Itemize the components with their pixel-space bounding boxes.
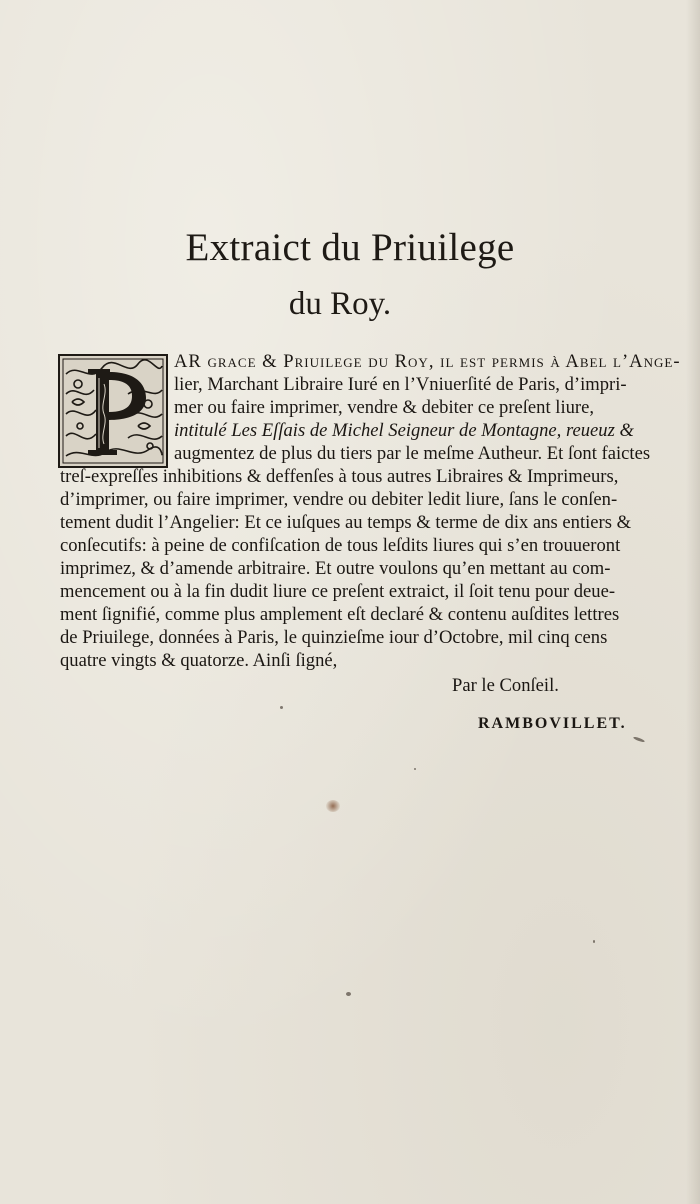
decorated-initial-p — [58, 354, 168, 468]
text-line-5: augmentez de plus du tiers par le meſme Autheur. Et ſont faictes — [174, 443, 651, 464]
paper-speck — [593, 940, 595, 943]
page-subtitle: du Roy. — [288, 286, 392, 322]
text-line-12: ment ſignifié, comme plus amplement eſt declaré & contenu auſdites lettres — [60, 604, 620, 625]
text-line-3: mer ou faire imprimer, vendre & debiter ce preſent liure, — [174, 397, 595, 418]
text-line-11: mencement ou à la fin dudit liure ce preſent extraict, il ſoit tenu pour deue- — [60, 581, 616, 602]
paper-stain — [326, 800, 340, 812]
page-title: Extraict du Priuilege — [185, 226, 515, 269]
text-line-14: quatre vingts & quatorze. Ainſi ſigné, — [60, 650, 338, 671]
paper-speck — [346, 992, 351, 996]
text-line-2: lier, Marchant Libraire Iuré en l’Vniuerſité de Paris, d’impri- — [174, 374, 627, 395]
line-text: AR grace & Priuilege du Roy, il eſt permis à Abel l’Ange- — [174, 351, 681, 372]
text-line-6: treſ-expreſſes inhibitions & deffenſes à tous autres Libraires & Imprimeurs, — [60, 466, 619, 487]
text-line-13: de Priuilege, données à Paris, le quinzieſme iour d’Octobre, mil cinq cens — [60, 627, 608, 648]
paper-speck — [414, 768, 416, 770]
text-line-4: intitulé Les Eſſais de Michel Seigneur de Montagne, reueuz & — [174, 420, 634, 441]
signature-name: RAMBOVILLET. — [478, 715, 627, 732]
text-line-7: d’imprimer, ou faire imprimer, vendre ou debiter ledit liure, ſans le conſen- — [60, 489, 618, 510]
page-edge-shadow — [686, 0, 700, 1204]
text-line-8: tement dudit l’Angelier: Et ce iuſques au temps & terme de dix ans entiers & — [60, 512, 632, 533]
text-line-10: imprimez, & d’amende arbitraire. Et outre voulons qu’en mettant au com- — [60, 558, 611, 579]
paper-speck — [280, 706, 283, 709]
text-line-9: conſecutifs: à peine de confiſcation de tous leſdits liures qui s’en trouueront — [60, 535, 621, 556]
signature-council: Par le Conſeil. — [452, 675, 559, 696]
paper-speck — [633, 736, 645, 743]
text-line-1 — [174, 350, 681, 373]
